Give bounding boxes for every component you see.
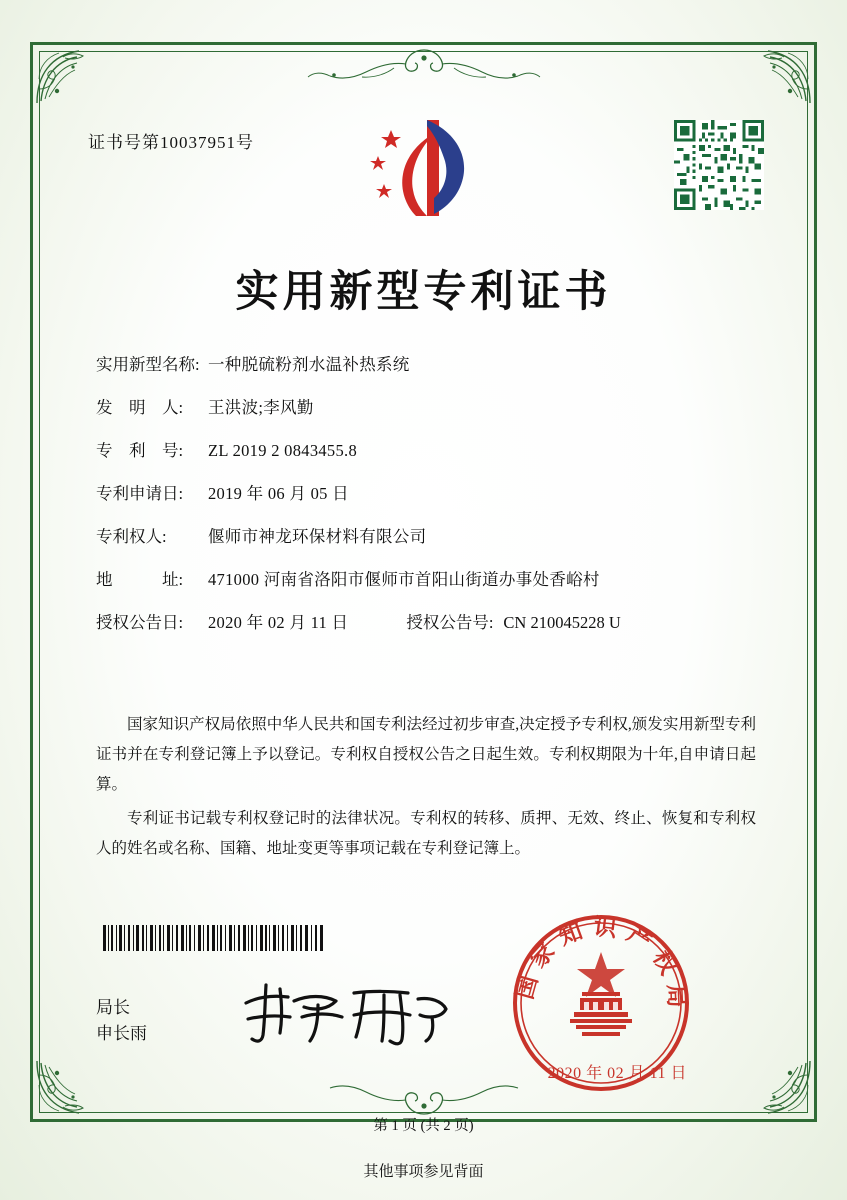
field-label: 实用新型名称: (96, 355, 200, 374)
cnipa-logo-icon (364, 112, 482, 224)
signature-role: 局长 (96, 998, 130, 1017)
field-row-patent-number (96, 443, 756, 460)
field-label: 专利申请日: (96, 484, 184, 503)
footer-note: 其他事项参见背面 (363, 1164, 484, 1180)
barcode (103, 925, 325, 951)
field-row-patentee (96, 529, 756, 546)
field-label: 专利权人: (96, 527, 167, 546)
field-value-grant-number: CN 210045228 U (503, 613, 621, 632)
legal-paragraph-1: 国家知识产权局依照中华人民共和国专利法经过初步审查,决定授予专利权,颁发实用新型专利证书并在专利登记簿上予以登记。专利权自授权公告之日起生效。专利权期限为十年,自申请日起算。 (96, 716, 756, 793)
certificate-number: 证书号第10037951号 (88, 133, 254, 152)
seal-text: 国家知识产权局 (511, 914, 690, 1017)
seal-date: 2020 年 02 月 11 日 (547, 1065, 687, 1082)
corner-ornament-bottom-left-icon (33, 1057, 119, 1119)
field-value: ZL 2019 2 0843455.8 (208, 441, 357, 460)
field-row-address (96, 572, 756, 589)
field-label: 发 明 人: (96, 398, 184, 417)
field-value: 王洪波;李风勤 (208, 398, 314, 417)
page-number: 第 1 页 (共 2 页) (373, 1118, 474, 1134)
field-label: 地 址: (96, 570, 184, 589)
corner-ornament-top-left-icon (33, 45, 119, 107)
corner-ornament-bottom-right-icon (728, 1057, 814, 1119)
signature-name: 申长雨 (96, 1024, 147, 1043)
top-center-ornament-icon (274, 44, 574, 84)
field-row-application-date (96, 486, 756, 503)
legal-paragraph-2: 专利证书记载专利权登记时的法律状况。专利权的转移、质押、无效、终止、恢复和专利权人的姓名或名称、国籍、地址变更等事项记载在专利登记簿上。 (96, 810, 756, 857)
legal-text-block (96, 710, 756, 868)
page-title: 实用新型专利证书 (235, 269, 612, 316)
field-row-utility-model-name (96, 357, 756, 374)
field-value: 一种脱硫粉剂水温补热系统 (208, 355, 410, 374)
field-row-grant-announcement (96, 615, 756, 632)
field-value-grant-date: 2020 年 02 月 11 日 (208, 613, 349, 632)
field-value: 偃师市神龙环保材料有限公司 (208, 527, 427, 546)
field-row-inventor (96, 400, 756, 417)
signature-block (96, 995, 147, 1047)
field-list (96, 357, 756, 654)
field-value: 471000 河南省洛阳市偃师市首阳山街道办事处香峪村 (208, 570, 600, 589)
qr-code (674, 120, 764, 210)
corner-ornament-top-right-icon (728, 45, 814, 107)
field-label-grant-date: 授权公告日: (96, 613, 184, 632)
field-value: 2019 年 06 月 05 日 (208, 484, 349, 503)
field-label: 专 利 号: (96, 441, 184, 460)
field-label-grant-number: 授权公告号: (406, 613, 494, 632)
handwritten-signature-icon (232, 975, 462, 1051)
